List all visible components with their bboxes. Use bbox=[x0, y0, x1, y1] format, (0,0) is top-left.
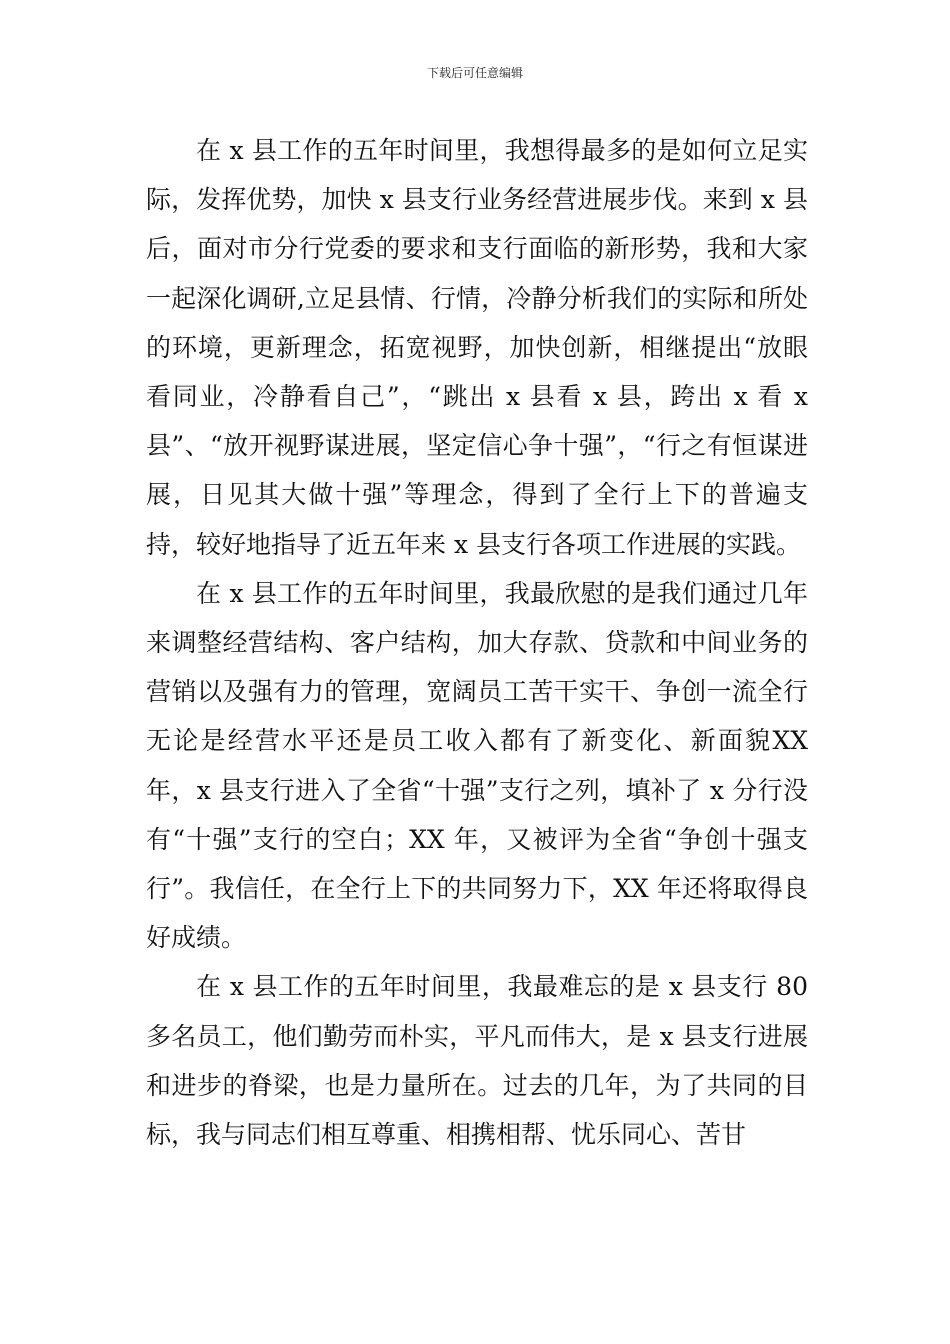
paragraph-1: 在 x 县工作的五年时间里，我想得最多的是如何立足实际，发挥优势，加快 x 县支行业务经营进展步伐。来到 x 县后，面对市分行党委的要求和支行面临的新形势，我和大家一起深化调研,立足县情、行情，冷静分析我们的实际和所处的环境，更新理念，拓宽视野，加快创新，相继提出“放眼看同业，冷静看自己”，“跳出 x 县看 x 县，跨出 x 看 x 县”、“放开视野谋进展，坚定信心争十强”，“行之有恒谋进展，日见其大做十强”等理念，得到了全行上下的普遍支持，较好地指导了近五年来 x 县支行各项工作进展的实践。 bbox=[146, 136, 808, 559]
paragraph-2: 在 x 县工作的五年时间里，我最欣慰的是我们通过几年来调整经营结构、客户结构，加大存款、贷款和中间业务的营销以及强有力的管理，宽阔员工苦干实干、争创一流全行无论是经营水平还是员工收入都有了新变化、新面貌XX 年，x 县支行进入了全省“十强”支行之列，填补了 x 分行没有“十强”支行的空白；XX 年，又被评为全省“争创十强支行”。我信任，在全行上下的共同努力下，XX 年还将取得良好成绩。 bbox=[146, 578, 808, 953]
page-header-note: 下载后可任意编辑 bbox=[426, 66, 523, 80]
document-body bbox=[146, 126, 808, 1159]
paragraph-3: 在 x 县工作的五年时间里，我最难忘的是 x 县支行 80 多名员工，他们勤劳而朴实，平凡而伟大，是 x 县支行进展和进步的脊梁，也是力量所在。过去的几年，为了共同的目标，我与同志们相互尊重、相携相帮、忧乐同心、苦甘 bbox=[146, 972, 808, 1150]
